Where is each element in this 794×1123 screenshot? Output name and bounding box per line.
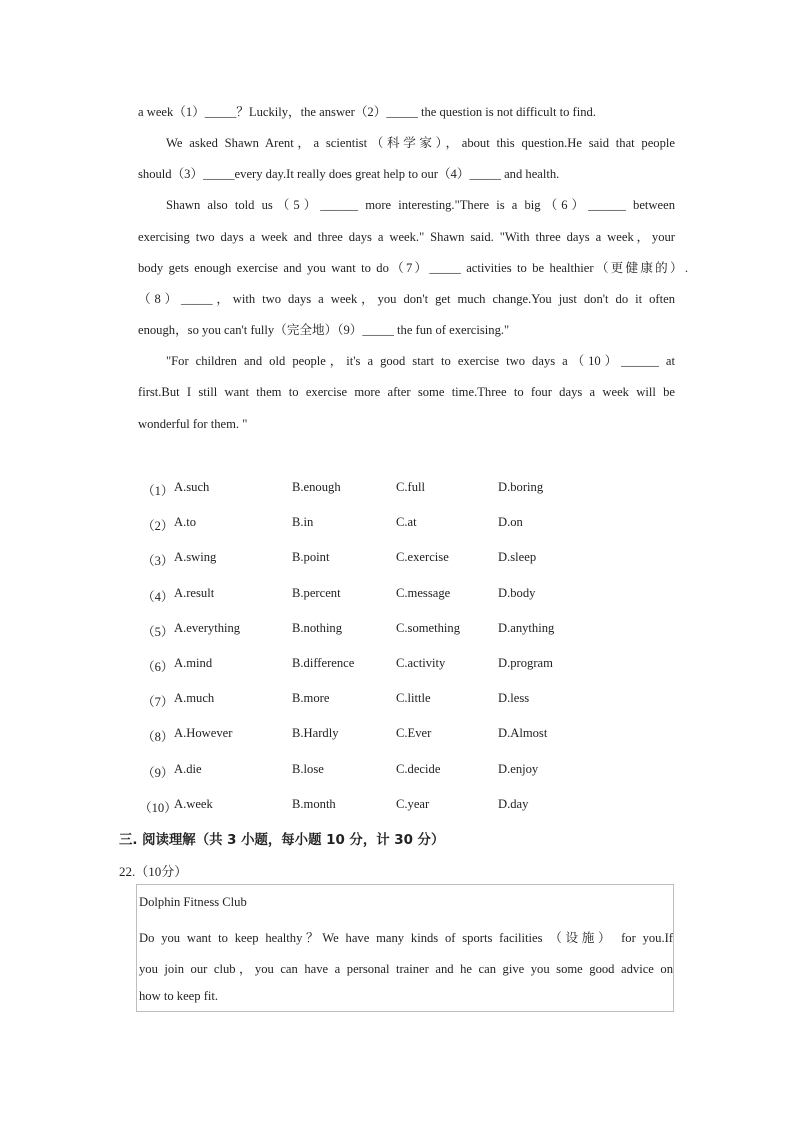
option-a: A.much [174,691,215,705]
option-c: C.Ever [396,726,432,740]
ad-title: Dolphin Fitness Club [139,895,247,909]
option-a: A.week [174,797,213,811]
ad-box [136,884,674,1012]
option-d: D.on [498,515,523,529]
option-number: （3） [142,554,174,568]
option-number: （10） [139,801,177,815]
option-number: （9） [142,766,174,780]
option-c: C.at [396,515,417,529]
option-b: B.point [292,550,330,564]
option-d: D.Almost [498,726,548,740]
option-b: B.in [292,515,314,529]
section-heading: 三. 阅读理解（共 3 小题，每小题 10 分，计 30 分） [119,833,445,848]
option-a: A.result [174,586,215,600]
ad-line: how to keep fit. [139,989,219,1003]
passage-line: enough，so you can't fully（完全地）（9）_____ the fun of exercising." [138,323,510,337]
option-d: D.sleep [498,550,537,564]
option-b: B.Hardly [292,726,339,740]
option-number: （5） [142,625,174,639]
option-c: C.full [396,480,426,494]
option-b: B.lose [292,762,324,776]
option-b: B.percent [292,586,341,600]
option-number: （7） [142,695,174,709]
option-d: D.body [498,586,536,600]
option-number: （2） [142,519,174,533]
option-b: B.enough [292,480,341,494]
option-a: A.such [174,480,210,494]
option-b: B.month [292,797,336,811]
option-d: D.program [498,656,553,670]
option-number: （8） [142,730,174,744]
option-c: C.little [396,691,431,705]
option-a: A.However [174,726,233,740]
passage-line: We asked Shawn Arent，a scientist（科学家），about this question.He said that people [166,136,675,150]
passage-line: （8）_____，with two days a week，you don't get much change.You just don't do it often [138,292,675,306]
option-b: B.more [292,691,330,705]
option-a: A.everything [174,621,241,635]
option-number: （4） [142,590,174,604]
option-d: D.less [498,691,530,705]
option-d: D.day [498,797,529,811]
passage-line: first.But I still want them to exercise more after some time.Three to four days a week will be [138,385,675,399]
passage-line: "For children and old people，it's a good start to exercise two days a（10）______ at [166,354,675,368]
option-c: C.something [396,621,461,635]
ad-line: you join our club，you can have a personal trainer and he can give you some good advice on [139,962,673,976]
passage-line: Shawn also told us（5）______ more interesting."There is a big（6）______ between [166,198,675,212]
option-b: B.difference [292,656,355,670]
option-number: （6） [142,660,174,674]
option-a: A.swing [174,550,217,564]
question-number: 22.（10分） [119,864,188,879]
passage-line: should（3）_____every day.It really does great help to our（4）_____ and health. [138,167,560,181]
option-a: A.to [174,515,197,529]
option-b: B.nothing [292,621,343,635]
passage-line: exercising two days a week and three days a week." Shawn said. "With three days a week，your [138,230,675,244]
option-number: （1） [142,484,174,498]
passage-line: body gets enough exercise and you want to do（7）_____ activities to be healthier（更健康的）. [138,261,688,275]
option-a: A.die [174,762,202,776]
option-c: C.activity [396,656,446,670]
option-d: D.enjoy [498,762,539,776]
option-d: D.boring [498,480,544,494]
option-c: C.year [396,797,430,811]
option-c: C.exercise [396,550,449,564]
option-d: D.anything [498,621,555,635]
passage-line: wonderful for them. " [138,417,248,431]
option-a: A.mind [174,656,213,670]
passage-line: a week（1）_____？Luckily，the answer（2）_____ the question is not difficult to find. [138,105,596,119]
ad-line: Do you want to keep healthy？We have many kinds of sports facilities （设施） for you.If [139,931,673,945]
option-c: C.decide [396,762,441,776]
option-c: C.message [396,586,451,600]
